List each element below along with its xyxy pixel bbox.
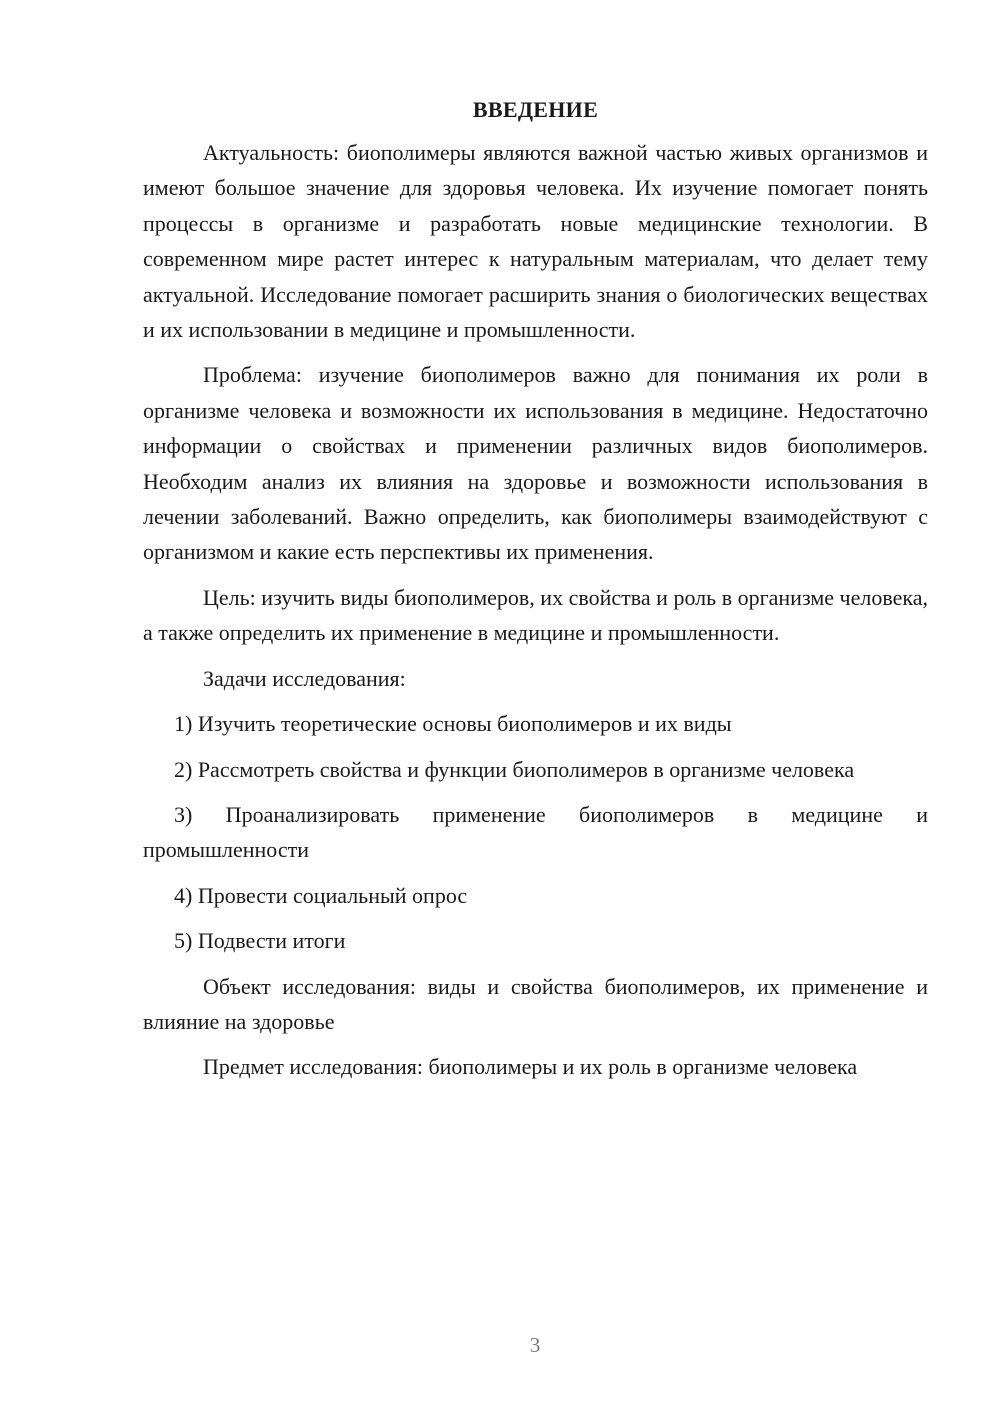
task-item-5: 5) Подвести итоги bbox=[174, 928, 346, 954]
relevance-paragraph: Актуальность: биополимеры являются важной частью живых организмов и имеют большое значение для здоровья человека. Их изучение помогает понять процессы в организме и разработать новые медицинские технологии. В современном мире растет интерес к натуральным материалам, что делает тему актуальной. Исследование помогает расширить знания о биологических веществах и их использовании в медицине и промышленности. bbox=[143, 140, 928, 343]
subject-paragraph: Предмет исследования: биополимеры и их роль в организме человека bbox=[203, 1054, 858, 1080]
section-title: ВВЕДЕНИЕ bbox=[472, 97, 599, 122]
task-item-1: 1) Изучить теоретические основы биополимеров и их виды bbox=[174, 711, 732, 737]
problem-paragraph: Проблема: изучение биополимеров важно для понимания их роли в организме человека и возможности их использования в медицине. Недостаточно информации о свойствах и применении различных видов биополимеров. Необходим анализ их влияния на здоровье и возможности использования в лечении заболеваний. Важно определить, как биополимеры взаимодействуют с организмом и какие есть перспективы их применения. bbox=[143, 362, 928, 565]
task-item-3: 3) Проанализировать применение биополимеров в медицине и промышленности bbox=[143, 801, 928, 863]
task-item-4: 4) Провести социальный опрос bbox=[174, 882, 468, 908]
object-paragraph: Объект исследования: виды и свойства биополимеров, их применение и влияние на здоровье bbox=[143, 973, 928, 1034]
page-content bbox=[143, 92, 928, 1095]
goal-paragraph: Цель: изучить виды биополимеров, их свойства и роль в организме человека, а также определить их применение в медицине и промышленности. bbox=[143, 584, 928, 646]
tasks-heading: Задачи исследования: bbox=[203, 665, 406, 691]
task-item-2: 2) Рассмотреть свойства и функции биополимеров в организме человека bbox=[174, 756, 855, 782]
page-number: 3 bbox=[529, 1333, 541, 1357]
